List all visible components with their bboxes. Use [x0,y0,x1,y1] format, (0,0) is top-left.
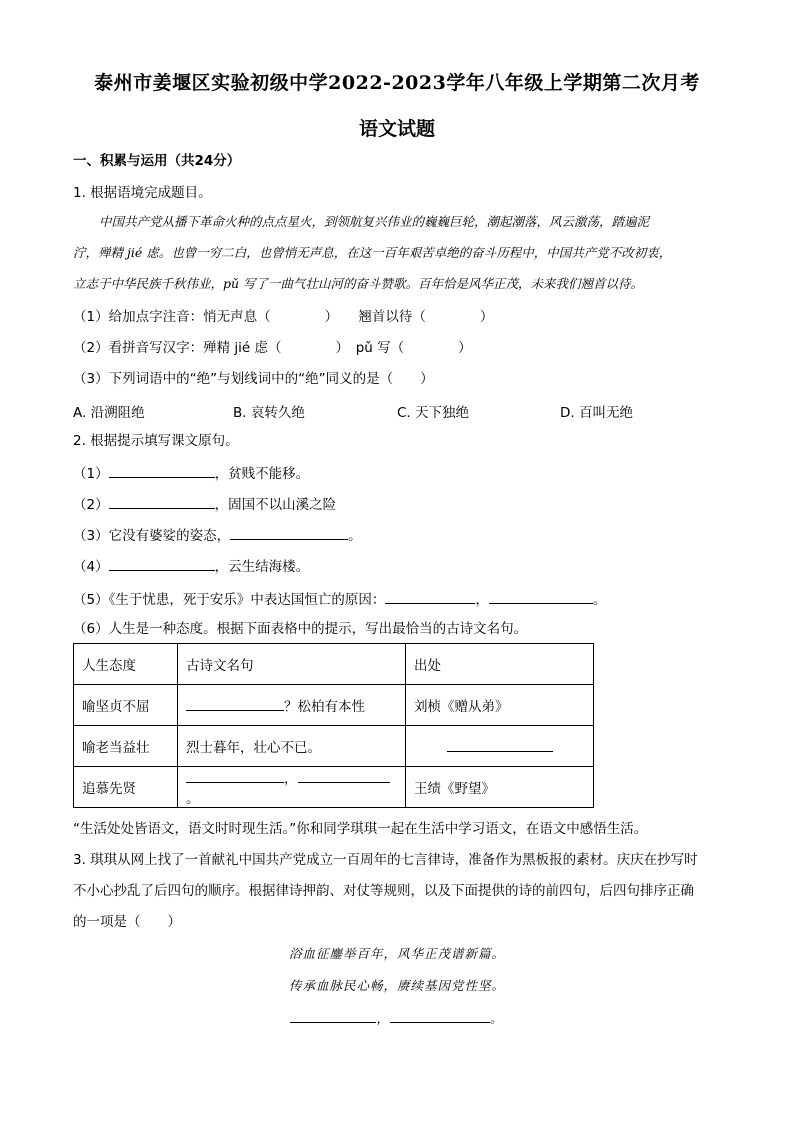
question-2-item-2: （2） ，固国不以山溪之险 [73,494,336,514]
question-1-passage [73,206,723,299]
table-row [74,726,594,767]
table-cell: 追慕先贤 [74,767,178,808]
answer-blank[interactable] [186,768,284,783]
poem-line-3: ， 。 [0,1008,794,1027]
option-b[interactable]: B. 哀转久绝 [233,405,305,421]
table-cell: ，。 [178,767,406,808]
table-cell: 王绩《野望》 [406,767,594,808]
table-cell: 喻老当益壮 [74,726,178,767]
answer-blank[interactable] [447,737,553,752]
table-header: 人生态度 [74,644,178,685]
question-1-sub-2: （2）看拼音写汉字：殚精 jié 虑（ ） pǔ 写（ ） [73,340,472,356]
question-1-sub-1: （1）给加点字注音：悄无声息（ ） 翘首以待（ ） [73,309,494,325]
table-row [74,767,594,808]
quotation-table [73,643,594,808]
exam-title: 泰州市姜堰区实验初级中学2022-2023学年八年级上学期第二次月考 [94,72,700,94]
question-2-item-4: （4） ，云生结海楼。 [73,556,309,576]
table-cell: 烈士暮年，壮心不已。 [178,726,406,767]
table-header: 出处 [406,644,594,685]
table-cell: 刘桢《赠从弟》 [406,685,594,726]
option-a[interactable]: A. 沿溯阻绝 [73,405,145,421]
answer-blank[interactable] [390,1008,490,1023]
option-c[interactable]: C. 天下独绝 [397,405,470,421]
answer-blank[interactable] [109,556,215,571]
answer-blank[interactable] [489,589,593,604]
section-heading: 一、积累与运用（共24分） [73,153,241,169]
table-cell: 喻坚贞不屈 [74,685,178,726]
poem-line-1: 浴血征鏖举百年，风华正茂谱新篇。 [288,946,505,961]
passage-line-1: 中国共产党从播下革命火种的点点星火，到领航复兴伟业的巍巍巨轮，潮起潮落，风云激荡，踏遍泥 [99,214,650,229]
table-row [74,685,594,726]
question-2-stem: 2. 根据提示填写课文原句。 [73,433,239,449]
answer-blank[interactable] [109,463,215,478]
passage-line-2: 泞，殚精 jié 虑。也曾一穷二白，也曾悄无声息，在这一百年艰苦卓绝的奋斗历程中，中国共产党不改初衷， [73,245,672,260]
table-cell: ？松柏有本性 [178,685,406,726]
question-3-line-3: 的一项是（ ） [73,914,181,930]
question-2-item-1: （1） ，贫贱不能移。 [73,463,309,483]
answer-blank[interactable] [230,525,348,540]
table-header-row [74,644,594,685]
table-cell [406,726,594,767]
question-1-stem: 1. 根据语境完成题目。 [73,185,212,201]
question-2-item-6: （6）人生是一种态度。根据下面表格中的提示，写出最恰当的古诗文名句。 [73,621,528,637]
intro-text: “生活处处皆语文，语文时时现生活。”你和同学琪琪一起在生活中学习语文，在语文中感悟生活。 [73,821,648,837]
passage-line-3: 立志于中华民族千秋伟业，pǔ 写了一曲气壮山河的奋斗赞歌。百年恰是风华正茂，未来我们翘首以待。 [73,276,644,291]
question-3-line-2: 不小心抄乱了后四句的顺序。根据律诗押韵、对仗等规则，以及下面提供的诗的前四句，后四句排序正确 [73,883,694,899]
answer-blank[interactable] [186,696,284,711]
answer-blank[interactable] [385,589,475,604]
answer-blank[interactable] [109,494,215,509]
answer-blank[interactable] [290,1008,376,1023]
question-3-line-1: 3. 琪琪从网上找了一首献礼中国共产党成立一百周年的七言律诗，准备作为黑板报的素材。庆庆在抄写时 [73,852,698,868]
poem-line-2: 传承血脉民心畅，赓续基因党性坚。 [288,978,505,993]
question-1-sub-3: （3）下列词语中的“绝”与划线词中的“绝”同义的是（ ） [73,371,434,387]
option-d[interactable]: D. 百叫无绝 [560,405,633,421]
question-2-item-5: （5）《生于忧患，死于安乐》中表达国恒亡的原因： ， 。 [73,589,606,609]
exam-subtitle: 语文试题 [358,118,435,140]
table-header: 古诗文名句 [178,644,406,685]
question-2-item-3: （3）它没有婆娑的姿态， 。 [73,525,362,545]
answer-blank[interactable] [298,768,390,783]
